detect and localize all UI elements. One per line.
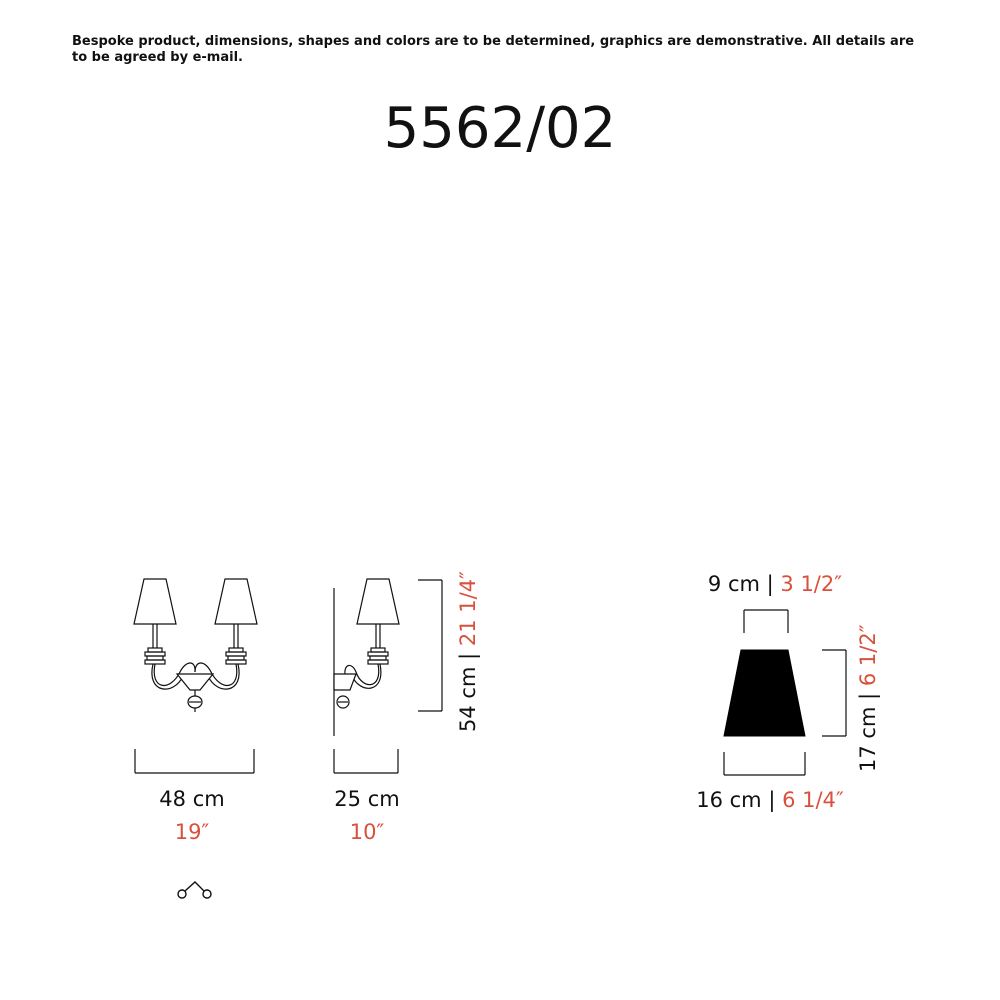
disclaimer-note: Bespoke product, dimensions, shapes and colors are to be determined, graphics are demonstrative. All details are to be agreed by e-mail. [72,34,915,65]
side-depth-imperial: 10″ [349,820,385,844]
shade-drawing-icon [724,650,805,736]
depth-dimension-bracket [334,749,398,773]
shade-top-separator: | [766,572,774,596]
shade-top-imperial: 3 1/2″ [780,572,843,596]
shade-bottom-metric: 16 cm [696,788,762,812]
width-dimension-bracket [135,749,254,773]
shade-bottom-separator: | [768,788,776,812]
shade-height-metric: 17 cm [856,706,880,772]
front-view-lamp-drawing-icon [134,579,257,712]
shade-bottom-bracket [724,752,805,775]
shade-top-bracket [744,610,788,633]
shade-bottom-dimension-label [655,788,885,812]
shade-bottom-imperial: 6 1/4″ [782,788,844,812]
height-separator: | [456,652,480,660]
shade-height-dimension-label [856,624,880,772]
shade-height-separator: | [856,692,880,700]
shade-height-bracket [822,650,846,736]
height-dimension-label [456,571,480,732]
shade-top-metric: 9 cm [707,572,760,596]
shade-height-imperial: 6 1/2″ [856,624,880,687]
model-number-title: 5562/02 [383,96,617,161]
side-view-lamp-drawing-icon [334,579,399,736]
front-width-metric: 48 cm [159,787,225,811]
height-metric: 54 cm [456,666,480,732]
side-depth-metric: 25 cm [334,787,400,811]
height-dimension-bracket [418,580,442,711]
height-imperial: 21 1/4″ [456,571,480,647]
front-width-imperial: 19″ [174,820,210,844]
wall-mount-symbol-icon [178,882,211,898]
shade-top-dimension-label [660,572,890,596]
